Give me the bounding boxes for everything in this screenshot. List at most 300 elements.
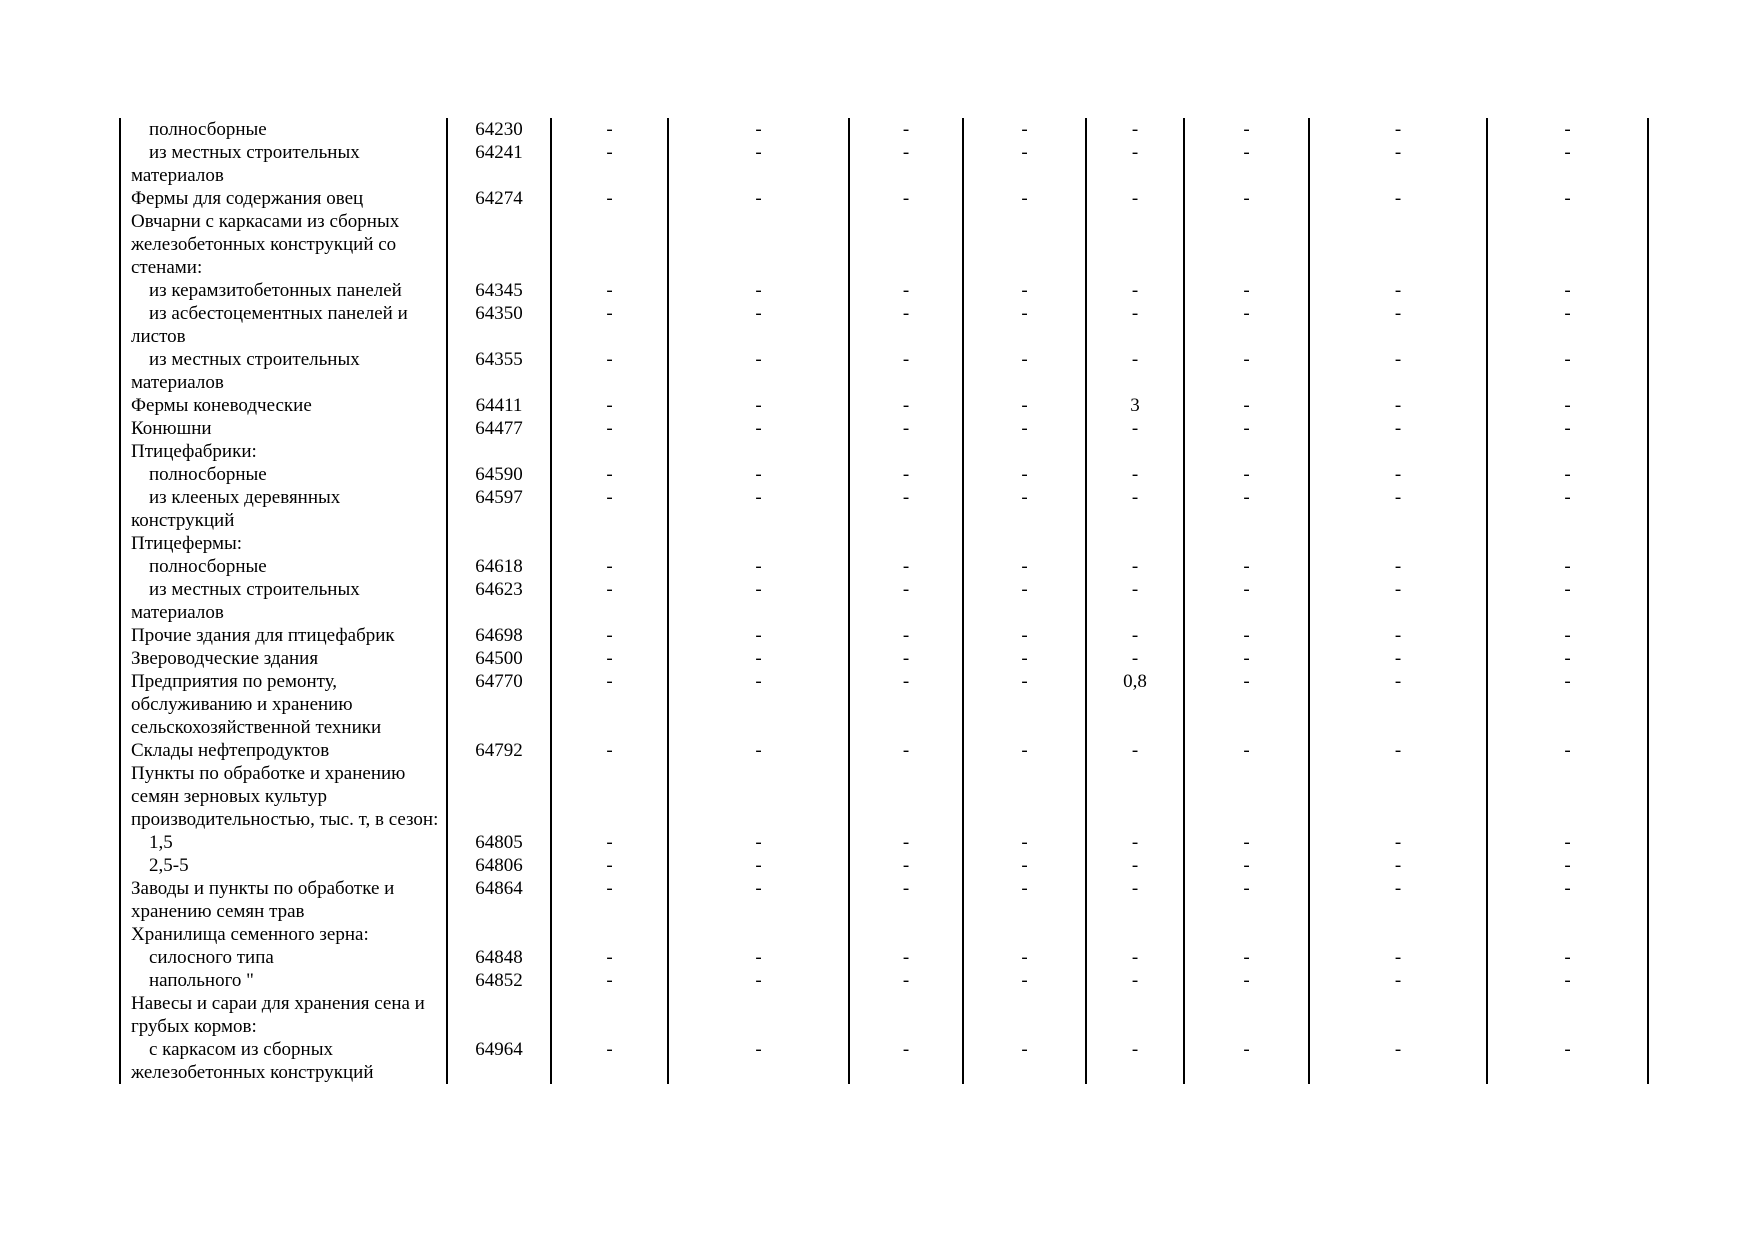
row-value-cell: - (1086, 624, 1184, 647)
row-value-cell (668, 992, 849, 1038)
row-code-cell: 64500 (447, 647, 551, 670)
row-value-cell: - (1184, 877, 1309, 923)
row-value-cell: - (668, 141, 849, 187)
row-value-cell: - (1309, 394, 1487, 417)
row-value-cell (849, 923, 963, 946)
row-name-cell: Фермы коневодческие (120, 394, 447, 417)
row-value-cell: - (551, 417, 668, 440)
row-value-cell: - (1086, 302, 1184, 348)
row-value-cell (1184, 992, 1309, 1038)
row-name-cell: из местных строительных материалов (120, 578, 447, 624)
row-value-cell (551, 440, 668, 463)
row-value-cell: - (1487, 187, 1648, 210)
row-value-cell: - (1309, 118, 1487, 141)
row-value-cell: - (1086, 969, 1184, 992)
row-value-cell: - (1487, 854, 1648, 877)
row-value-cell: - (1309, 831, 1487, 854)
row-value-cell (1309, 762, 1487, 831)
row-value-cell: - (1309, 969, 1487, 992)
table-row (120, 118, 1648, 141)
row-value-cell: - (1184, 624, 1309, 647)
table-row (120, 854, 1648, 877)
row-name-cell: Птицефабрики: (120, 440, 447, 463)
row-value-cell: - (551, 670, 668, 739)
table-row (120, 463, 1648, 486)
row-value-cell: - (849, 578, 963, 624)
row-value-cell: - (1309, 578, 1487, 624)
row-value-cell: - (963, 302, 1086, 348)
row-code-cell: 64355 (447, 348, 551, 394)
row-value-cell: - (1309, 647, 1487, 670)
row-value-cell: - (963, 831, 1086, 854)
row-value-cell (1309, 532, 1487, 555)
row-value-cell: - (668, 463, 849, 486)
row-value-cell: - (849, 1038, 963, 1084)
row-value-cell: - (1309, 854, 1487, 877)
row-code-cell (447, 762, 551, 831)
row-value-cell (668, 762, 849, 831)
row-code-cell: 64274 (447, 187, 551, 210)
row-value-cell: - (551, 831, 668, 854)
row-value-cell: - (1184, 279, 1309, 302)
row-value-cell: - (963, 141, 1086, 187)
row-name-cell: напольного " (120, 969, 447, 992)
row-value-cell: - (1184, 831, 1309, 854)
row-value-cell: - (963, 969, 1086, 992)
row-value-cell: - (668, 624, 849, 647)
row-value-cell: - (1086, 946, 1184, 969)
row-value-cell: - (1487, 1038, 1648, 1084)
row-name-cell: Предприятия по ремонту, обслуживанию и хранению сельскохозяйственной техники (120, 670, 447, 739)
row-name-cell: Пункты по обработке и хранению семян зерновых культур производительностью, тыс. т, в сезон: (120, 762, 447, 831)
row-value-cell: - (1487, 302, 1648, 348)
row-value-cell: - (1086, 417, 1184, 440)
table-body (120, 118, 1648, 1084)
row-value-cell: - (849, 555, 963, 578)
row-value-cell: - (849, 624, 963, 647)
row-code-cell: 64623 (447, 578, 551, 624)
row-value-cell: - (551, 624, 668, 647)
row-name-cell: из местных строительных материалов (120, 348, 447, 394)
row-value-cell: - (1309, 348, 1487, 394)
row-value-cell: - (849, 854, 963, 877)
row-value-cell: - (849, 739, 963, 762)
row-name-cell: Хранилища семенного зерна: (120, 923, 447, 946)
row-code-cell: 64230 (447, 118, 551, 141)
row-value-cell: - (849, 969, 963, 992)
table-row (120, 486, 1648, 532)
row-value-cell (1086, 532, 1184, 555)
row-value-cell: - (668, 187, 849, 210)
row-value-cell (1487, 532, 1648, 555)
row-value-cell: - (1086, 854, 1184, 877)
row-value-cell: - (1184, 739, 1309, 762)
row-value-cell (963, 923, 1086, 946)
row-value-cell: - (1086, 118, 1184, 141)
row-value-cell: - (1487, 877, 1648, 923)
row-name-cell: Заводы и пункты по обработке и хранению семян трав (120, 877, 447, 923)
row-value-cell: - (551, 394, 668, 417)
row-value-cell: - (1184, 670, 1309, 739)
row-name-cell: из местных строительных материалов (120, 141, 447, 187)
row-code-cell: 64864 (447, 877, 551, 923)
row-value-cell: - (1487, 348, 1648, 394)
row-code-cell: 64770 (447, 670, 551, 739)
row-value-cell: - (1086, 348, 1184, 394)
row-value-cell: - (1487, 279, 1648, 302)
table-row (120, 532, 1648, 555)
row-value-cell (1184, 762, 1309, 831)
row-value-cell (551, 762, 668, 831)
row-value-cell: - (849, 877, 963, 923)
row-value-cell (668, 440, 849, 463)
row-value-cell: - (1086, 187, 1184, 210)
row-value-cell: - (1309, 417, 1487, 440)
row-value-cell: - (668, 1038, 849, 1084)
table-row (120, 762, 1648, 831)
row-code-cell: 64241 (447, 141, 551, 187)
row-name-cell: силосного типа (120, 946, 447, 969)
row-value-cell: - (668, 348, 849, 394)
table-row (120, 210, 1648, 279)
row-value-cell: - (963, 739, 1086, 762)
row-value-cell: - (1086, 1038, 1184, 1084)
row-name-cell: с каркасом из сборных железобетонных конструкций (120, 1038, 447, 1084)
row-value-cell: - (551, 969, 668, 992)
row-code-cell: 64590 (447, 463, 551, 486)
row-value-cell (551, 532, 668, 555)
row-value-cell (1086, 992, 1184, 1038)
row-value-cell: - (551, 1038, 668, 1084)
row-value-cell: - (668, 831, 849, 854)
row-value-cell: - (1086, 555, 1184, 578)
row-code-cell: 64411 (447, 394, 551, 417)
table-row (120, 578, 1648, 624)
row-value-cell: - (1309, 187, 1487, 210)
row-value-cell (668, 210, 849, 279)
row-value-cell: - (1487, 555, 1648, 578)
row-value-cell: - (1184, 417, 1309, 440)
row-value-cell: - (1184, 187, 1309, 210)
row-value-cell: - (1184, 647, 1309, 670)
row-value-cell: - (668, 578, 849, 624)
table-row (120, 739, 1648, 762)
row-name-cell: 2,5-5 (120, 854, 447, 877)
row-value-cell: - (1086, 647, 1184, 670)
row-value-cell: - (963, 118, 1086, 141)
row-value-cell: - (1309, 141, 1487, 187)
row-value-cell: - (963, 348, 1086, 394)
row-value-cell (1184, 210, 1309, 279)
table-row (120, 555, 1648, 578)
row-value-cell: - (1086, 831, 1184, 854)
row-value-cell: - (668, 486, 849, 532)
row-name-cell: Овчарни с каркасами из сборных железобетонных конструкций со стенами: (120, 210, 447, 279)
table-row (120, 992, 1648, 1038)
row-value-cell: - (551, 141, 668, 187)
row-value-cell (849, 532, 963, 555)
row-value-cell: - (963, 187, 1086, 210)
row-value-cell: - (1086, 739, 1184, 762)
table-row (120, 394, 1648, 417)
row-name-cell: Птицефермы: (120, 532, 447, 555)
row-code-cell: 64597 (447, 486, 551, 532)
row-value-cell: - (668, 647, 849, 670)
row-value-cell: - (849, 118, 963, 141)
row-value-cell: - (551, 578, 668, 624)
row-value-cell (849, 210, 963, 279)
row-value-cell (668, 923, 849, 946)
row-value-cell (551, 923, 668, 946)
row-code-cell (447, 923, 551, 946)
row-code-cell (447, 992, 551, 1038)
row-name-cell: из асбестоцементных панелей и листов (120, 302, 447, 348)
row-name-cell: Фермы для содержания овец (120, 187, 447, 210)
row-code-cell: 64805 (447, 831, 551, 854)
table-row (120, 187, 1648, 210)
row-value-cell: - (963, 279, 1086, 302)
row-value-cell: - (551, 348, 668, 394)
row-value-cell: 3 (1086, 394, 1184, 417)
row-value-cell: - (668, 877, 849, 923)
table-row (120, 417, 1648, 440)
table-row (120, 831, 1648, 854)
row-value-cell: - (1487, 486, 1648, 532)
row-value-cell: - (551, 739, 668, 762)
row-value-cell: - (849, 348, 963, 394)
row-value-cell: - (1487, 946, 1648, 969)
row-value-cell (1309, 923, 1487, 946)
row-value-cell: - (1184, 578, 1309, 624)
row-value-cell: - (1487, 141, 1648, 187)
row-code-cell (447, 532, 551, 555)
row-value-cell: - (668, 969, 849, 992)
row-value-cell (1487, 762, 1648, 831)
row-value-cell: - (1487, 578, 1648, 624)
row-value-cell: - (1309, 946, 1487, 969)
row-name-cell: из керамзитобетонных панелей (120, 279, 447, 302)
row-value-cell (963, 762, 1086, 831)
row-value-cell: - (551, 647, 668, 670)
row-value-cell: - (1184, 348, 1309, 394)
table-row (120, 348, 1648, 394)
row-value-cell (1184, 440, 1309, 463)
row-value-cell (1309, 992, 1487, 1038)
row-value-cell: - (849, 394, 963, 417)
row-value-cell: - (849, 647, 963, 670)
row-value-cell: - (1086, 578, 1184, 624)
row-value-cell (1309, 210, 1487, 279)
table-row (120, 279, 1648, 302)
row-value-cell: - (551, 302, 668, 348)
row-name-cell: 1,5 (120, 831, 447, 854)
table-row (120, 877, 1648, 923)
row-value-cell: - (1184, 486, 1309, 532)
row-value-cell: - (849, 417, 963, 440)
row-code-cell: 64350 (447, 302, 551, 348)
row-value-cell (1184, 532, 1309, 555)
row-value-cell: - (551, 486, 668, 532)
row-value-cell: - (1309, 555, 1487, 578)
row-value-cell: - (1487, 739, 1648, 762)
row-code-cell (447, 440, 551, 463)
row-value-cell (1184, 923, 1309, 946)
row-value-cell: - (1184, 302, 1309, 348)
row-value-cell: - (849, 463, 963, 486)
row-value-cell: - (1086, 141, 1184, 187)
row-value-cell: - (1086, 877, 1184, 923)
row-value-cell: - (1487, 118, 1648, 141)
row-value-cell: - (849, 187, 963, 210)
row-value-cell: - (1487, 831, 1648, 854)
row-code-cell: 64852 (447, 969, 551, 992)
row-value-cell: - (1184, 141, 1309, 187)
row-value-cell: - (1309, 624, 1487, 647)
row-value-cell: - (551, 946, 668, 969)
row-value-cell: - (849, 670, 963, 739)
row-value-cell: - (1184, 394, 1309, 417)
row-value-cell: - (1487, 647, 1648, 670)
row-name-cell: из клееных деревянных конструкций (120, 486, 447, 532)
row-name-cell: Навесы и сараи для хранения сена и грубых кормов: (120, 992, 447, 1038)
row-value-cell: - (1184, 555, 1309, 578)
row-value-cell (551, 992, 668, 1038)
row-name-cell: Склады нефтепродуктов (120, 739, 447, 762)
table-row (120, 624, 1648, 647)
row-value-cell: - (963, 555, 1086, 578)
row-value-cell: - (1184, 946, 1309, 969)
row-value-cell: - (1487, 394, 1648, 417)
row-value-cell: - (963, 624, 1086, 647)
row-value-cell: - (963, 1038, 1086, 1084)
row-value-cell: - (1309, 302, 1487, 348)
row-code-cell: 64698 (447, 624, 551, 647)
row-value-cell (668, 532, 849, 555)
row-value-cell (963, 210, 1086, 279)
row-value-cell: - (1184, 969, 1309, 992)
row-value-cell: - (963, 647, 1086, 670)
row-value-cell: - (1309, 279, 1487, 302)
row-value-cell: - (849, 831, 963, 854)
row-value-cell (1086, 762, 1184, 831)
row-value-cell: - (963, 463, 1086, 486)
row-value-cell: - (849, 279, 963, 302)
row-value-cell: - (668, 394, 849, 417)
row-code-cell: 64848 (447, 946, 551, 969)
row-value-cell: 0,8 (1086, 670, 1184, 739)
row-value-cell: - (1184, 1038, 1309, 1084)
row-value-cell: - (963, 946, 1086, 969)
row-code-cell: 64964 (447, 1038, 551, 1084)
row-value-cell (963, 440, 1086, 463)
row-value-cell: - (1086, 486, 1184, 532)
table-row (120, 440, 1648, 463)
row-value-cell: - (963, 877, 1086, 923)
row-value-cell: - (668, 946, 849, 969)
row-value-cell: - (963, 417, 1086, 440)
row-name-cell: Конюшни (120, 417, 447, 440)
row-value-cell: - (551, 877, 668, 923)
table-row (120, 946, 1648, 969)
row-code-cell: 64618 (447, 555, 551, 578)
row-value-cell: - (963, 578, 1086, 624)
row-value-cell: - (668, 279, 849, 302)
row-value-cell: - (849, 486, 963, 532)
row-value-cell: - (551, 463, 668, 486)
row-value-cell: - (849, 141, 963, 187)
row-value-cell: - (963, 854, 1086, 877)
row-value-cell: - (1309, 486, 1487, 532)
table-row (120, 1038, 1648, 1084)
row-value-cell: - (1086, 463, 1184, 486)
table-row (120, 923, 1648, 946)
row-value-cell: - (668, 118, 849, 141)
row-value-cell (963, 992, 1086, 1038)
row-code-cell (447, 210, 551, 279)
row-code-cell: 64806 (447, 854, 551, 877)
row-value-cell (849, 762, 963, 831)
row-value-cell (1487, 923, 1648, 946)
row-value-cell: - (1309, 1038, 1487, 1084)
row-code-cell: 64345 (447, 279, 551, 302)
row-value-cell: - (1487, 624, 1648, 647)
row-value-cell: - (1184, 463, 1309, 486)
row-value-cell: - (551, 279, 668, 302)
row-value-cell: - (963, 670, 1086, 739)
row-value-cell: - (1309, 739, 1487, 762)
row-value-cell (1086, 923, 1184, 946)
row-value-cell: - (1309, 877, 1487, 923)
row-value-cell: - (551, 854, 668, 877)
row-value-cell: - (1184, 854, 1309, 877)
table-row (120, 647, 1648, 670)
row-value-cell (1487, 210, 1648, 279)
row-value-cell (963, 532, 1086, 555)
row-value-cell: - (849, 302, 963, 348)
row-name-cell: полносборные (120, 118, 447, 141)
row-value-cell (849, 440, 963, 463)
row-value-cell: - (1086, 279, 1184, 302)
row-value-cell: - (668, 670, 849, 739)
row-value-cell (849, 992, 963, 1038)
row-value-cell: - (1309, 463, 1487, 486)
row-value-cell: - (963, 486, 1086, 532)
row-name-cell: полносборные (120, 463, 447, 486)
row-code-cell: 64792 (447, 739, 551, 762)
row-value-cell: - (1184, 118, 1309, 141)
row-value-cell: - (668, 417, 849, 440)
row-value-cell: - (1487, 417, 1648, 440)
row-name-cell: Звероводческие здания (120, 647, 447, 670)
row-value-cell (1487, 992, 1648, 1038)
row-value-cell: - (668, 739, 849, 762)
table-row (120, 302, 1648, 348)
table-row (120, 141, 1648, 187)
row-value-cell (1487, 440, 1648, 463)
row-value-cell: - (668, 302, 849, 348)
table-row (120, 670, 1648, 739)
row-name-cell: полносборные (120, 555, 447, 578)
row-value-cell (551, 210, 668, 279)
row-value-cell (1309, 440, 1487, 463)
row-value-cell (1086, 440, 1184, 463)
row-value-cell: - (963, 394, 1086, 417)
row-value-cell: - (1487, 670, 1648, 739)
row-value-cell: - (1487, 969, 1648, 992)
row-value-cell: - (849, 946, 963, 969)
row-value-cell: - (551, 118, 668, 141)
row-name-cell: Прочие здания для птицефабрик (120, 624, 447, 647)
